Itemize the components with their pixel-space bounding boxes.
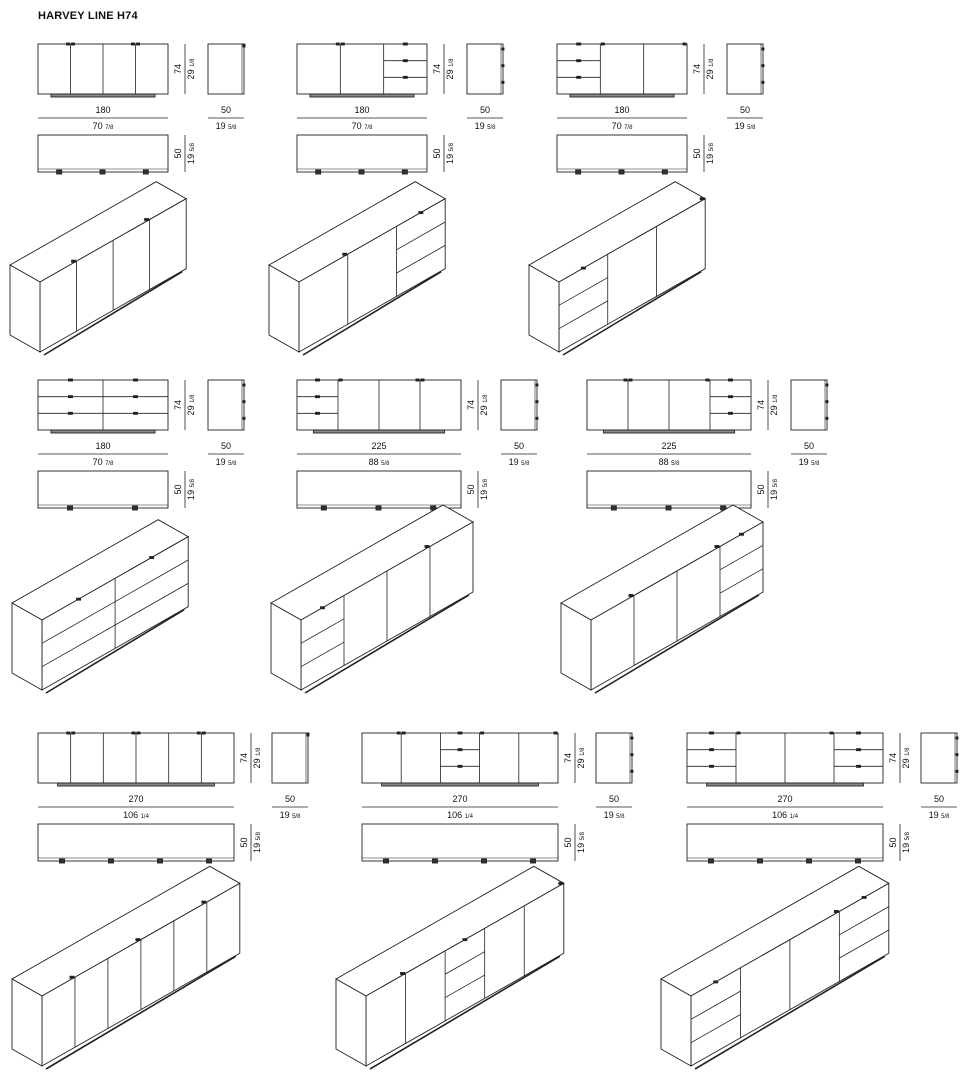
band3-item1-front-elevation: [38, 732, 234, 786]
side-handle: [956, 737, 958, 739]
plan-foot: [576, 170, 581, 174]
depth-cm: 50: [220, 441, 232, 451]
plinth-base: [51, 430, 155, 433]
band1-item1-width-dimension: [38, 105, 168, 131]
door-handle: [132, 43, 135, 45]
band3-item1-side-elevation: [272, 733, 309, 783]
drawer-handle: [710, 749, 714, 751]
dimension-cm: 180: [95, 441, 111, 451]
plan-foot: [207, 859, 212, 863]
band1-item3-width-dimension: [557, 105, 687, 131]
iso-handle: [715, 546, 719, 548]
side-handle: [502, 81, 504, 83]
side-handle: [243, 384, 245, 386]
dimension-cm: 180: [614, 105, 630, 115]
door-handle: [629, 379, 632, 381]
page-title: HARVEY LINE H74: [38, 10, 138, 22]
side-outline: [208, 380, 244, 430]
iso-handle: [463, 939, 467, 941]
side-outline: [791, 380, 827, 430]
dimension-cm: 74: [756, 399, 766, 411]
dimension-inches: 19 5/8: [479, 479, 489, 500]
door-handle: [132, 732, 135, 734]
side-outline: [272, 733, 308, 783]
plinth-base: [570, 94, 674, 97]
dimension-cm: 74: [432, 63, 442, 75]
plan-foot: [158, 859, 163, 863]
door-handle: [402, 732, 405, 734]
side-handle: [536, 384, 538, 386]
drawer-handle: [857, 765, 861, 767]
band3-item1-isometric-view: [12, 866, 240, 1069]
drawer-handle: [403, 76, 407, 78]
iso-handle: [419, 212, 423, 214]
depth-inches: 19 5/8: [798, 457, 820, 467]
door-handle: [341, 43, 344, 45]
drawer-handle: [316, 379, 320, 381]
door-handle: [72, 732, 75, 734]
band2-item2-isometric-view: [271, 505, 473, 693]
door-handle: [706, 379, 709, 381]
band2-item2-side-elevation: [501, 380, 538, 430]
side-handle: [631, 754, 633, 756]
band3-item1-plan-height-dimension: [239, 824, 262, 861]
band3-item3-width-dimension: [687, 794, 883, 820]
cabinet-outline: [557, 44, 687, 94]
dimension-inches: 29 1/8: [186, 58, 196, 80]
band2-item1-plan-view: [38, 471, 168, 510]
door-handle: [416, 379, 419, 381]
band1-item3-side-elevation: [727, 44, 764, 94]
band3-item2-plan-height-dimension: [563, 824, 586, 861]
plinth-base: [603, 430, 734, 433]
depth-inches: 19 5/8: [508, 457, 530, 467]
iso-handle: [629, 595, 633, 597]
iso-handle: [834, 910, 838, 912]
door-handle: [397, 732, 400, 734]
side-handle: [826, 401, 828, 403]
band3-item2-isometric-view: [336, 866, 564, 1069]
depth-cm: 50: [739, 105, 751, 115]
dimension-inches: 70 7/8: [92, 457, 114, 467]
plan-outline: [38, 135, 168, 172]
dimension-cm: 225: [661, 441, 677, 451]
side-handle: [762, 48, 764, 50]
band2-item1-front-elevation: [38, 379, 168, 433]
dimension-inches: 88 5/8: [368, 457, 390, 467]
band1-item2-width-dimension: [297, 105, 427, 131]
side-handle: [243, 44, 245, 47]
dimension-cm: 74: [888, 752, 898, 764]
side-outline: [208, 44, 244, 94]
side-handle: [502, 65, 504, 67]
band3-item2-side-elevation: [596, 733, 633, 783]
iso-handle: [862, 896, 866, 898]
depth-inches: 19 5/8: [279, 810, 301, 820]
drawer-handle: [316, 396, 320, 398]
plinth-base: [310, 94, 414, 97]
dimension-cm: 270: [452, 794, 468, 804]
iso-handle: [581, 267, 585, 269]
dimension-cm: 74: [173, 63, 183, 75]
dimension-cm: 270: [128, 794, 144, 804]
iso-handle: [740, 533, 744, 535]
drawer-handle: [857, 732, 861, 734]
plan-foot: [531, 859, 536, 863]
dimension-inches: 19 5/8: [705, 143, 715, 164]
dimension-cm: 50: [466, 484, 476, 495]
dimension-inches: 29 1/8: [576, 747, 586, 769]
plan-foot: [68, 506, 73, 510]
dimension-cm: 50: [756, 484, 766, 495]
iso-handle: [425, 546, 429, 548]
band1-item3-plan-height-dimension: [692, 135, 715, 172]
drawer-handle: [134, 412, 138, 414]
iso-handle: [714, 981, 718, 983]
depth-cm: 50: [513, 441, 525, 451]
plan-foot: [133, 506, 138, 510]
plinth-base: [58, 783, 215, 786]
dimension-inches: 29 1/8: [479, 394, 489, 416]
side-handle: [536, 417, 538, 419]
dimension-cm: 50: [173, 148, 183, 159]
iso-handle: [321, 607, 325, 609]
band1-item3-isometric-view: [529, 182, 705, 355]
plan-foot: [143, 170, 148, 174]
side-handle: [762, 81, 764, 83]
drawer-handle: [316, 412, 320, 414]
door-handle: [683, 43, 686, 45]
band2-item1-plan-height-dimension: [173, 471, 196, 508]
side-outline: [596, 733, 632, 783]
band3-item2-width-dimension: [362, 794, 558, 820]
plan-outline: [297, 471, 461, 508]
door-handle: [737, 732, 740, 734]
band2-item2-plan-view: [297, 471, 461, 510]
side-outline: [727, 44, 763, 94]
plan-foot: [316, 170, 321, 174]
depth-cm: 50: [803, 441, 815, 451]
drawer-handle: [403, 60, 407, 62]
band2-item3-width-dimension: [587, 441, 751, 467]
band2-item1-isometric-view: [12, 520, 188, 693]
side-handle: [243, 417, 245, 419]
dimension-cm: 74: [466, 399, 476, 411]
dimension-cm: 225: [371, 441, 387, 451]
side-handle: [956, 754, 958, 756]
band1-item3-front-elevation: [557, 43, 687, 97]
band2-item3-isometric-view: [561, 505, 763, 693]
band3-item2-height-dimension: [563, 733, 586, 783]
side-handle: [826, 384, 828, 386]
door-handle: [72, 43, 75, 45]
plan-foot: [482, 859, 487, 863]
band2-item1-width-dimension: [38, 441, 168, 467]
iso-handle: [700, 198, 704, 200]
side-outline: [467, 44, 503, 94]
plan-foot: [359, 170, 364, 174]
door-handle: [624, 379, 627, 381]
iso-handle: [202, 901, 206, 903]
dimension-inches: 29 1/8: [769, 394, 779, 416]
dimension-cm: 74: [239, 752, 249, 764]
door-handle: [137, 732, 140, 734]
dimension-inches: 70 7/8: [92, 121, 114, 131]
dimension-inches: 19 5/8: [901, 832, 911, 853]
depth-cm: 50: [220, 105, 232, 115]
dimension-cm: 50: [173, 484, 183, 495]
band3-item2-front-elevation: [362, 732, 558, 786]
side-handle: [826, 417, 828, 419]
plan-foot: [376, 506, 381, 510]
band1-item1-side-elevation: [208, 44, 245, 94]
iso-handle: [150, 557, 154, 559]
door-handle: [339, 379, 342, 381]
plan-outline: [297, 135, 427, 172]
band1-item2-height-dimension: [432, 44, 455, 94]
band3-item3-side-elevation: [921, 733, 958, 783]
depth-cm: 50: [608, 794, 620, 804]
drawer-handle: [403, 43, 407, 45]
dimension-inches: 29 1/8: [705, 58, 715, 80]
band2-item3-plan-view: [587, 471, 751, 510]
band2-item1-height-dimension: [173, 380, 196, 430]
depth-inches: 19 5/8: [928, 810, 950, 820]
depth-inches: 19 5/8: [474, 121, 496, 131]
dimension-cm: 180: [95, 105, 111, 115]
band3-item1-width-dimension: [38, 794, 234, 820]
dimension-inches: 29 1/8: [252, 747, 262, 769]
depth-inches: 19 5/8: [603, 810, 625, 820]
drawer-handle: [729, 379, 733, 381]
dimension-inches: 29 1/8: [901, 747, 911, 769]
band1-item2-isometric-view: [269, 182, 445, 355]
door-handle: [137, 43, 140, 45]
band3-item1-plan-view: [38, 824, 234, 863]
door-handle: [830, 732, 833, 734]
band2-item3-plan-height-dimension: [756, 471, 779, 508]
band3-item3-plan-height-dimension: [888, 824, 911, 861]
band1-item2-front-elevation: [297, 43, 427, 97]
depth-inches: 19 5/8: [215, 121, 237, 131]
dimension-cm: 74: [692, 63, 702, 75]
band2-item2-height-dimension: [466, 380, 489, 430]
depth-cm: 50: [284, 794, 296, 804]
band1-item1-front-elevation: [38, 43, 168, 97]
band1-item1-plan-view: [38, 135, 168, 174]
plinth-base: [707, 783, 864, 786]
depth-inches: 19 5/8: [215, 457, 237, 467]
drawer-handle: [69, 379, 73, 381]
band2-item3-height-dimension: [756, 380, 779, 430]
plan-foot: [321, 506, 326, 510]
plan-foot: [807, 859, 812, 863]
band1-item2-side-elevation: [467, 44, 504, 94]
plinth-base: [382, 783, 539, 786]
door-handle: [202, 732, 205, 734]
iso-handle: [559, 882, 563, 884]
dimension-inches: 29 1/8: [186, 394, 196, 416]
plinth-base: [313, 430, 444, 433]
band3-item1-height-dimension: [239, 733, 262, 783]
dimension-inches: 19 5/8: [186, 479, 196, 500]
drawer-handle: [134, 396, 138, 398]
drawer-handle: [577, 43, 581, 45]
plan-outline: [38, 471, 168, 508]
drawer-handle: [577, 60, 581, 62]
drawer-handle: [710, 732, 714, 734]
door-handle: [601, 43, 604, 45]
side-handle: [243, 401, 245, 403]
plan-foot: [619, 170, 624, 174]
drawer-handle: [857, 749, 861, 751]
band2-item1-side-elevation: [208, 380, 245, 430]
dimension-cm: 270: [777, 794, 793, 804]
plan-foot: [57, 170, 62, 174]
side-handle: [956, 770, 958, 772]
door-handle: [197, 732, 200, 734]
iso-handle: [343, 253, 347, 255]
band3-item3-plan-view: [687, 824, 883, 863]
side-handle: [536, 401, 538, 403]
plan-foot: [611, 506, 616, 510]
band2-item2-plan-height-dimension: [466, 471, 489, 508]
dimension-cm: 74: [173, 399, 183, 411]
plan-foot: [856, 859, 861, 863]
iso-handle: [77, 598, 81, 600]
drawer-handle: [577, 76, 581, 78]
drawer-handle: [458, 765, 462, 767]
band1-item1-plan-height-dimension: [173, 135, 196, 172]
plan-foot: [758, 859, 763, 863]
drawer-handle: [729, 396, 733, 398]
plan-foot: [402, 170, 407, 174]
drawer-handle: [729, 412, 733, 414]
plan-outline: [557, 135, 687, 172]
plan-foot: [109, 859, 114, 863]
dimension-cm: 50: [563, 837, 573, 848]
drawer-handle: [458, 732, 462, 734]
plan-foot: [384, 859, 389, 863]
side-handle: [502, 48, 504, 50]
depth-cm: 50: [479, 105, 491, 115]
band3-item3-front-elevation: [687, 732, 883, 786]
drawer-handle: [69, 412, 73, 414]
side-handle: [631, 737, 633, 739]
iso-handle: [136, 939, 140, 941]
side-handle: [631, 770, 633, 772]
dimension-cm: 50: [432, 148, 442, 159]
iso-handle: [70, 976, 74, 978]
band1-item1-height-dimension: [173, 44, 196, 94]
band1-item1-isometric-view: [10, 182, 186, 355]
band2-item3-side-elevation: [791, 380, 828, 430]
door-handle: [336, 43, 339, 45]
plan-foot: [60, 859, 65, 863]
band1-item2-plan-height-dimension: [432, 135, 455, 172]
dimension-inches: 106 1/4: [123, 810, 149, 820]
plan-outline: [362, 824, 558, 861]
side-outline: [921, 733, 957, 783]
band2-item2-front-elevation: [297, 379, 461, 433]
drawer-handle: [69, 396, 73, 398]
band1-item3-height-dimension: [692, 44, 715, 94]
dimension-inches: 29 1/8: [445, 58, 455, 80]
door-handle: [481, 732, 484, 734]
dimension-inches: 88 5/8: [658, 457, 680, 467]
dimension-inches: 19 5/8: [445, 143, 455, 164]
dimension-cm: 50: [888, 837, 898, 848]
drawer-handle: [134, 379, 138, 381]
dimension-inches: 19 5/8: [576, 832, 586, 853]
dimension-inches: 19 5/8: [769, 479, 779, 500]
plan-foot: [100, 170, 105, 174]
drawer-handle: [710, 765, 714, 767]
drawer-handle: [458, 749, 462, 751]
plan-outline: [687, 824, 883, 861]
band1-item3-plan-view: [557, 135, 687, 174]
dimension-inches: 19 5/8: [252, 832, 262, 853]
door-handle: [67, 732, 70, 734]
plan-outline: [587, 471, 751, 508]
plan-foot: [433, 859, 438, 863]
plan-foot: [662, 170, 667, 174]
dimension-inches: 70 7/8: [351, 121, 373, 131]
plan-foot: [666, 506, 671, 510]
iso-handle: [401, 972, 405, 974]
dimension-inches: 106 1/4: [772, 810, 798, 820]
dimension-inches: 106 1/4: [447, 810, 473, 820]
side-handle: [762, 65, 764, 67]
depth-cm: 50: [933, 794, 945, 804]
band2-item3-front-elevation: [587, 379, 751, 433]
side-handle: [307, 733, 309, 736]
plan-foot: [709, 859, 714, 863]
door-handle: [421, 379, 424, 381]
dimension-inches: 19 5/8: [186, 143, 196, 164]
dimension-cm: 74: [563, 752, 573, 764]
door-handle: [67, 43, 70, 45]
iso-handle: [145, 219, 149, 221]
cabinet-outline: [297, 44, 427, 94]
door-handle: [554, 732, 557, 734]
dimension-cm: 50: [239, 837, 249, 848]
dimension-inches: 70 7/8: [611, 121, 633, 131]
band2-item2-width-dimension: [297, 441, 461, 467]
band1-item2-plan-view: [297, 135, 427, 174]
dimension-cm: 50: [692, 148, 702, 159]
side-outline: [501, 380, 537, 430]
depth-inches: 19 5/8: [734, 121, 756, 131]
dimension-cm: 180: [354, 105, 370, 115]
plan-outline: [38, 824, 234, 861]
plinth-base: [51, 94, 155, 97]
iso-handle: [72, 260, 76, 262]
band3-item2-plan-view: [362, 824, 558, 863]
band3-item3-height-dimension: [888, 733, 911, 783]
band3-item3-isometric-view: [661, 866, 889, 1069]
cabinet-outline: [362, 733, 558, 783]
